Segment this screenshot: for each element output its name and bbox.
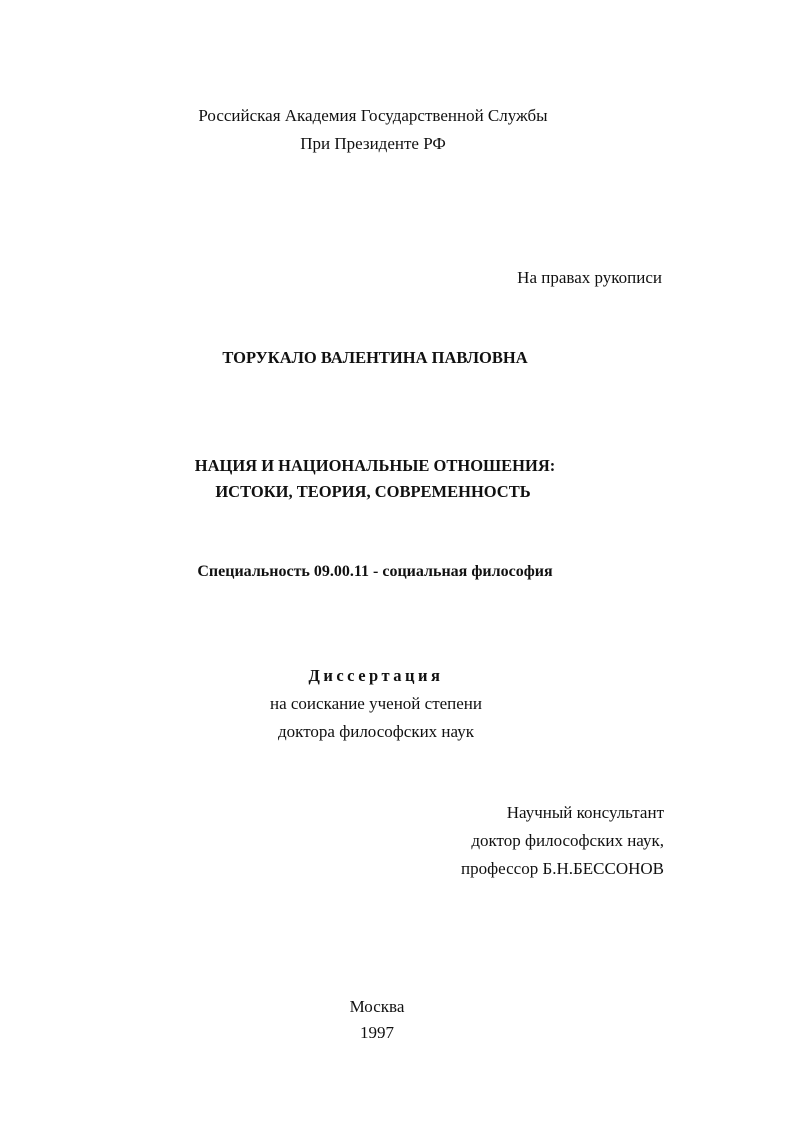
specialty-line: Специальность 09.00.11 - социальная философия (197, 563, 553, 580)
city: Москва (349, 997, 405, 1016)
year: 1997 (360, 1023, 394, 1042)
author-name: ТОРУКАЛО ВАЛЕНТИНА ПАВЛОВНА (222, 348, 528, 367)
degree-line-2: доктора философских наук (278, 722, 474, 741)
manuscript-note: На правах рукописи (517, 268, 662, 287)
degree-line-1: на соискание ученой степени (269, 694, 483, 713)
advisor-role: Научный консультант (506, 803, 664, 822)
dissertation-title-line-1: НАЦИЯ И НАЦИОНАЛЬНЫЕ ОТНОШЕНИЯ: (194, 456, 556, 475)
dissertation-title-line-2: ИСТОКИ, ТЕОРИЯ, СОВРЕМЕННОСТЬ (215, 482, 531, 501)
dissertation-heading: Диссертация (308, 666, 444, 685)
advisor-name: профессор Б.Н.БЕССОНОВ (461, 859, 664, 878)
advisor-degree: доктор философских наук, (471, 831, 664, 850)
institution-affiliation: При Президенте РФ (300, 134, 446, 153)
institution-name: Российская Академия Государственной Службы (198, 106, 548, 125)
